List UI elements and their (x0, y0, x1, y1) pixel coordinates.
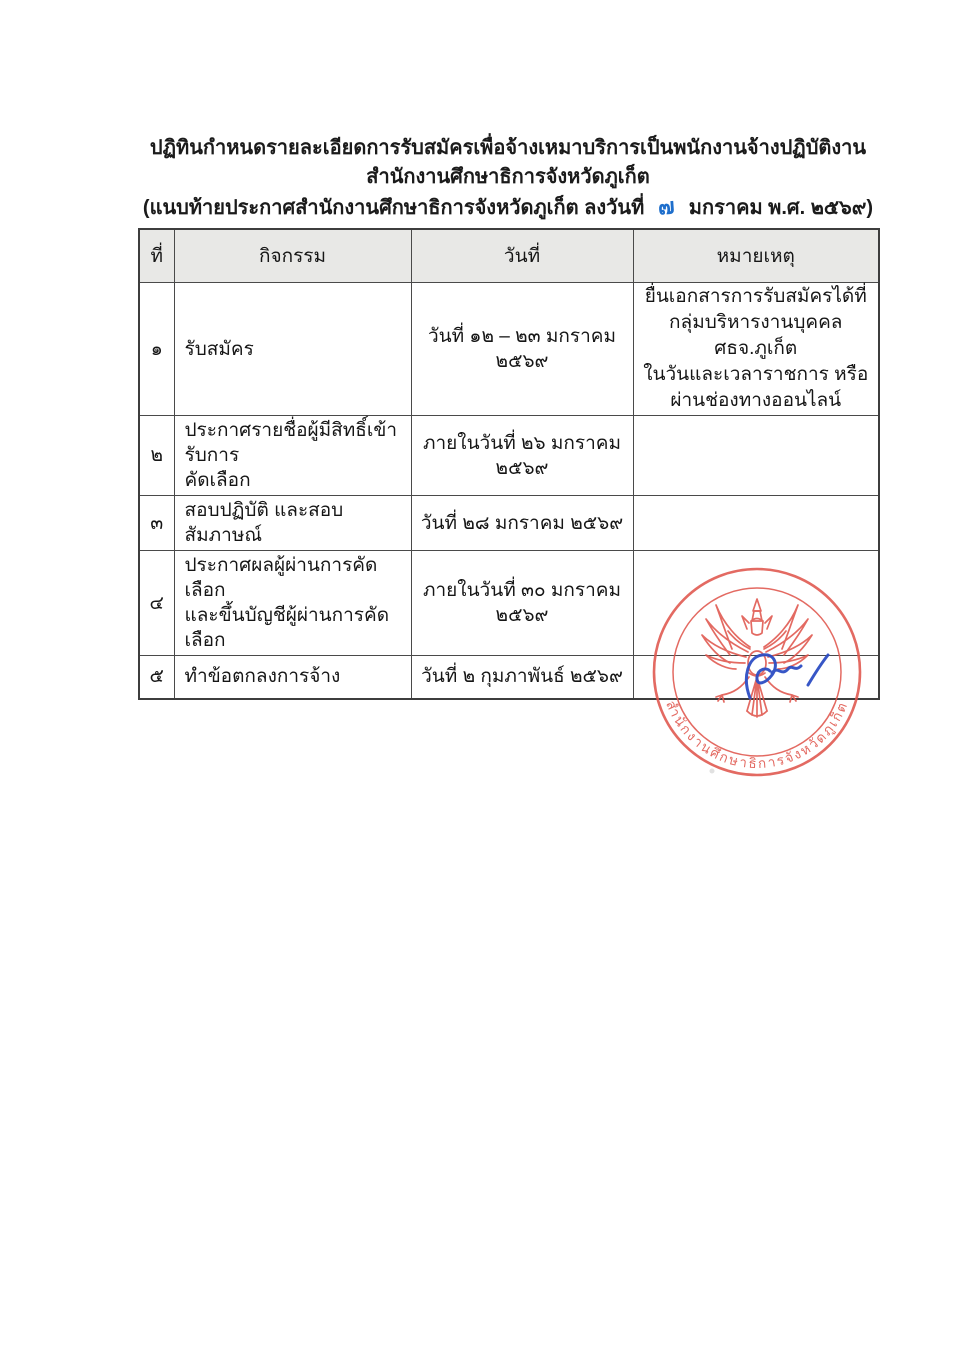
cell-no: ๑ (139, 283, 174, 416)
subtitle-prefix: (แนบท้ายประกาศสำนักงานศึกษาธิการจังหวัดภูเก็ต ลงวันที่ (142, 197, 645, 219)
handwritten-date-day: ๗ (657, 193, 676, 220)
title-line-1: ปฏิทินกำหนดรายละเอียดการรับสมัครเพื่อจ้างเหมาบริการเป็นพนักงานจ้างปฏิบัติงาน (149, 137, 867, 159)
table-row (139, 283, 879, 416)
cell-date: วันที่ ๒ กุมภาพันธ์ ๒๕๖๙ (411, 656, 633, 699)
stamp-agency-text: สำนักงานศึกษาธิการจังหวัดภูเก็ต (663, 698, 851, 772)
subtitle-suffix: มกราคม พ.ศ. ๒๕๖๙) (688, 197, 874, 219)
cell-date: วันที่ ๒๘ มกราคม ๒๕๖๙ (411, 496, 633, 551)
cell-date: ภายในวันที่ ๓๐ มกราคม ๒๕๖๙ (411, 551, 633, 656)
title-block (56, 134, 960, 223)
cell-date: ภายในวันที่ ๒๖ มกราคม ๒๕๖๙ (411, 416, 633, 496)
scan-smudge (710, 769, 715, 774)
header-date: วันที่ (411, 229, 633, 283)
header-no: ที่ (139, 229, 174, 283)
cell-no: ๔ (139, 551, 174, 656)
table-header-row (139, 229, 879, 283)
cell-activity: สอบปฏิบัติ และสอบสัมภาษณ์ (174, 496, 411, 551)
title-line-2: สำนักงานศึกษาธิการจังหวัดภูเก็ต (366, 166, 650, 188)
table-row (139, 496, 879, 551)
cell-activity: ทำข้อตกลงการจ้าง (174, 656, 411, 699)
subtitle-line (56, 192, 960, 223)
cell-no: ๒ (139, 416, 174, 496)
cell-date: วันที่ ๑๒ – ๒๓ มกราคม ๒๕๖๙ (411, 283, 633, 416)
cell-no: ๕ (139, 656, 174, 699)
header-activity: กิจกรรม (174, 229, 411, 283)
table-row (139, 416, 879, 496)
cell-activity: ประกาศรายชื่อผู้มีสิทธิ์เข้ารับการ คัดเลือก (174, 416, 411, 496)
cell-remark (633, 496, 879, 551)
cell-activity: ประกาศผลผู้ผ่านการคัดเลือก และขึ้นบัญชีผู้ผ่านการคัดเลือก (174, 551, 411, 656)
cell-no: ๓ (139, 496, 174, 551)
cell-activity: รับสมัคร (174, 283, 411, 416)
cell-remark (633, 416, 879, 496)
stamp-graphic (650, 565, 864, 779)
official-stamp (650, 565, 864, 779)
cell-remark: ยื่นเอกสารการรับสมัครได้ที่ กลุ่มบริหารงานบุคคล ศธจ.ภูเก็ต ในวันและเวลาราชการ หรือ ผ่านช่องทางออนไลน์ (633, 283, 879, 416)
header-remark: หมายเหตุ (633, 229, 879, 283)
